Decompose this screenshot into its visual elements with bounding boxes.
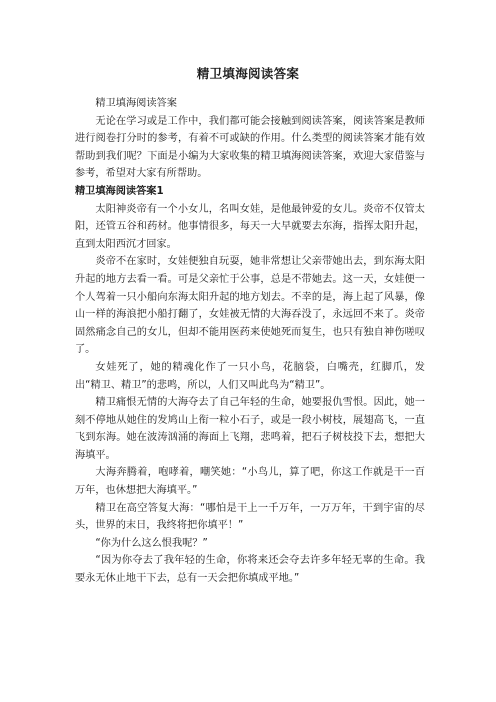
document-body <box>75 95 425 588</box>
paragraph: 精卫填海阅读答案 <box>95 98 177 109</box>
paragraph: “你为什么这么恨我呢？” <box>95 537 208 549</box>
paragraph: 大海奔腾着，咆哮着，嘲笑她：“小鸟儿，算了吧，你这工作就是干一百万年，也休想把大海填平。” <box>75 467 425 497</box>
paragraph: 太阳神炎帝有一个小女儿，名叫女娃，是他最钟爱的女儿。炎帝不仅管太阳，还管五谷和药材。他事情很多，每天一大早就要去东海，指挥太阳升起，直到太阳西沉才回家。 <box>75 203 425 250</box>
paragraph: 精卫痛恨无情的大海夺去了自己年轻的生命，她要报仇雪恨。因此，她一刻不停地从她住的发鸠山上衔一粒小石子，或是一段小树枝，展翅高飞，一直飞到东海。她在波涛汹涌的海面上飞翔，悲鸣着，把石子树枝投下去，想把大海填平。 <box>75 397 425 461</box>
paragraph: 无论在学习或是工作中，我们都可能会接触到阅读答案，阅读答案是教师进行阅卷打分时的参考，有着不可或缺的作用。什么类型的阅读答案才能有效帮助到我们呢？下面是小编为大家收集的精卫填海阅读答案，欢迎大家借鉴与参考，希望对大家有所帮助。 <box>75 115 425 180</box>
section-heading: 精卫填海阅读答案1 <box>75 185 164 197</box>
paragraph: 女娃死了，她的精魂化作了一只小鸟，花脑袋，白嘴壳，红脚爪，发出“精卫、精卫”的悲鸣，所以，人们又叫此鸟为“精卫”。 <box>75 361 425 391</box>
paragraph: 炎帝不在家时，女娃便独自玩耍，她非常想让父亲带她出去，到东海太阳升起的地方去看一看。可是父亲忙于公事，总是不带她去。这一天，女娃便一个人驾着一只小船向东海太阳升起的地方划去。不幸的是，海上起了风暴，像山一样的海浪把小船打翻了，女娃被无情的大海吞没了，永远回不来了。炎帝固然痛念自己的女儿，但却不能用医药来使她死而复生，也只有独自神伤嗟叹了。 <box>75 256 425 356</box>
paragraph: 精卫在高空答复大海：“哪怕是干上一千万年，一万万年，干到宇宙的尽头，世界的末日，我终将把你填平！” <box>75 502 425 532</box>
paragraph: “因为你夺去了我年轻的生命，你将来还会夺去许多年轻无辜的生命。我要永无休止地干下去，总有一天会把你填成平地。” <box>75 555 425 585</box>
document-title: 精卫填海阅读答案 <box>196 66 300 81</box>
